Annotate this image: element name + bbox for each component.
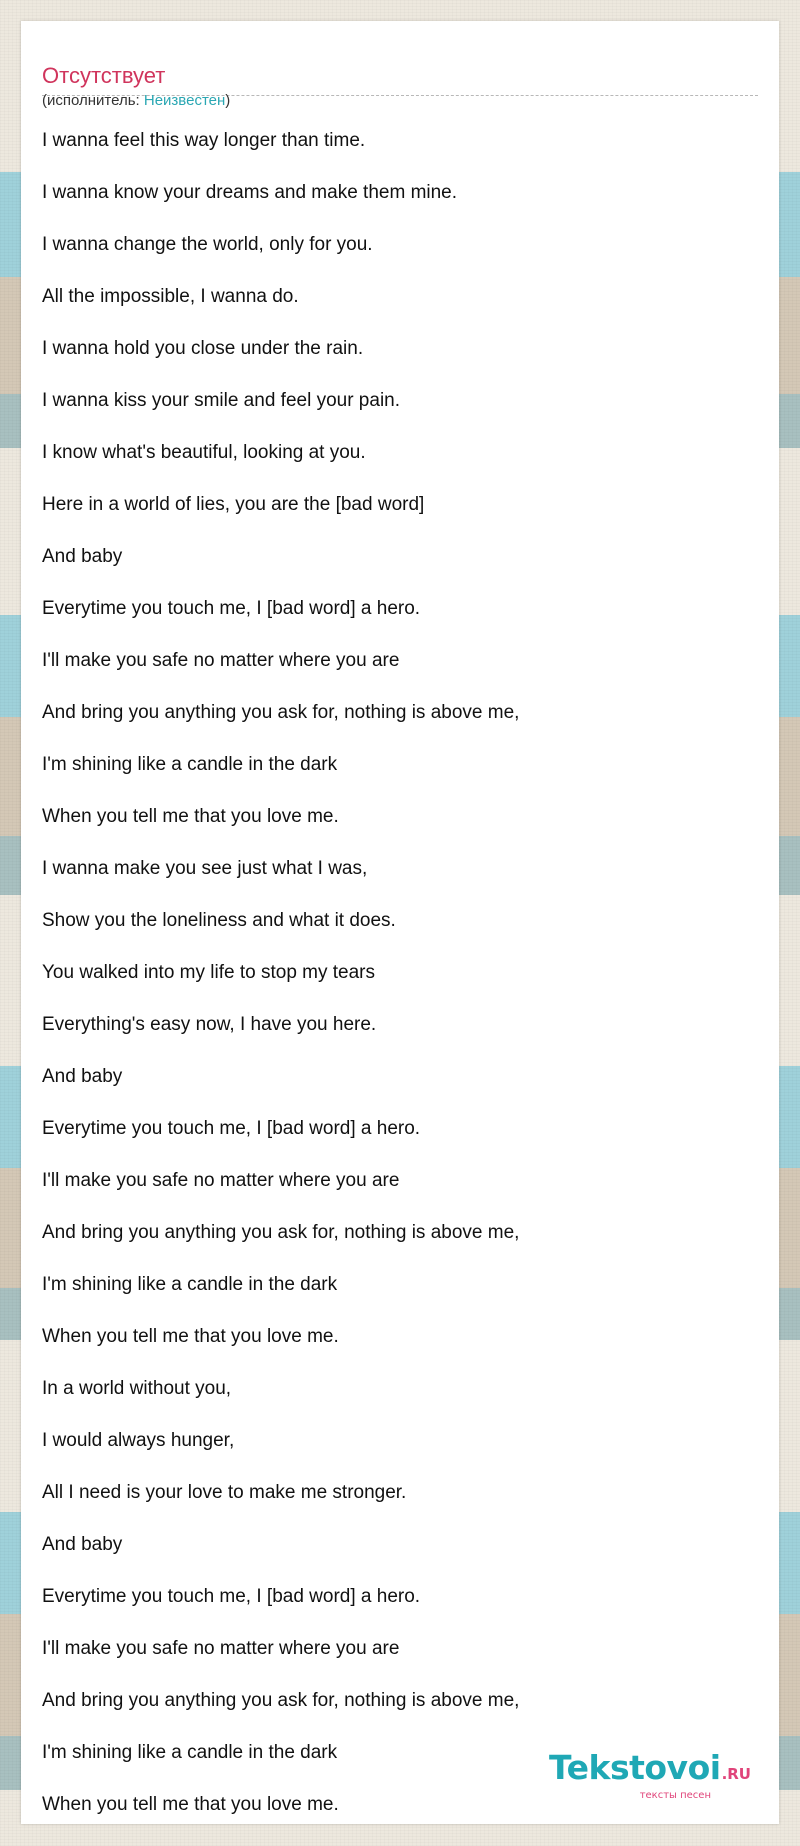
lyric-line: When you tell me that you love me. [42,806,339,827]
lyric-line: I wanna know your dreams and make them mine. [42,182,458,203]
lyric-line: All the impossible, I wanna do. [42,286,299,307]
lyric-line: I'll make you safe no matter where you are [42,1170,400,1191]
lyric-line: I'm shining like a candle in the dark [42,754,338,775]
lyric-line: In a world without you, [42,1378,232,1399]
logo-tagline: тексты песен [639,1790,711,1801]
logo-tld: .RU [721,1765,751,1783]
artist-line [42,92,230,110]
lyric-line: And bring you anything you ask for, nothing is above me, [42,702,520,723]
lyric-line: Everytime you touch me, I [bad word] a hero. [42,1586,421,1607]
lyrics-card [21,21,779,1824]
lyric-line: I wanna make you see just what I was, [42,858,368,879]
lyric-line: Everytime you touch me, I [bad word] a hero. [42,1118,421,1139]
lyric-line: And baby [42,1066,123,1087]
artist-prefix: (исполнитель: [42,92,144,109]
logo-wordmark [549,1748,751,1791]
lyric-line: Show you the loneliness and what it does. [42,910,396,931]
song-header [42,43,758,109]
lyric-line: Everytime you touch me, I [bad word] a hero. [42,598,421,619]
lyric-line: When you tell me that you love me. [42,1794,339,1815]
site-logo[interactable] [549,1748,751,1801]
lyric-line: I'll make you safe no matter where you are [42,650,400,671]
song-title: Отсутствует [42,63,166,88]
lyric-line: Everything's easy now, I have you here. [42,1014,377,1035]
lyric-line: I'm shining like a candle in the dark [42,1742,338,1763]
lyric-line: I would always hunger, [42,1430,235,1451]
lyrics-list [42,115,519,1831]
lyric-line: And baby [42,1534,123,1555]
lyric-line: When you tell me that you love me. [42,1326,339,1347]
lyric-line: I wanna feel this way longer than time. [42,130,366,151]
lyric-line: And bring you anything you ask for, nothing is above me, [42,1222,520,1243]
lyric-line: I know what's beautiful, looking at you. [42,442,366,463]
artist-suffix: ) [225,92,231,109]
lyric-line: All I need is your love to make me stronger. [42,1482,407,1503]
lyric-line: And baby [42,546,123,567]
lyric-line: Here in a world of lies, you are the [bad word] [42,494,425,515]
logo-name: Tekstovoi [549,1748,721,1787]
lyric-line: I'll make you safe no matter where you are [42,1638,400,1659]
lyric-line: I wanna hold you close under the rain. [42,338,364,359]
lyric-line: And bring you anything you ask for, nothing is above me, [42,1690,520,1711]
lyric-line: I wanna change the world, only for you. [42,234,373,255]
artist-link[interactable]: Неизвестен [143,92,226,109]
lyric-line: You walked into my life to stop my tears [42,962,376,983]
lyric-line: I'm shining like a candle in the dark [42,1274,338,1295]
lyric-line: I wanna kiss your smile and feel your pain. [42,390,401,411]
